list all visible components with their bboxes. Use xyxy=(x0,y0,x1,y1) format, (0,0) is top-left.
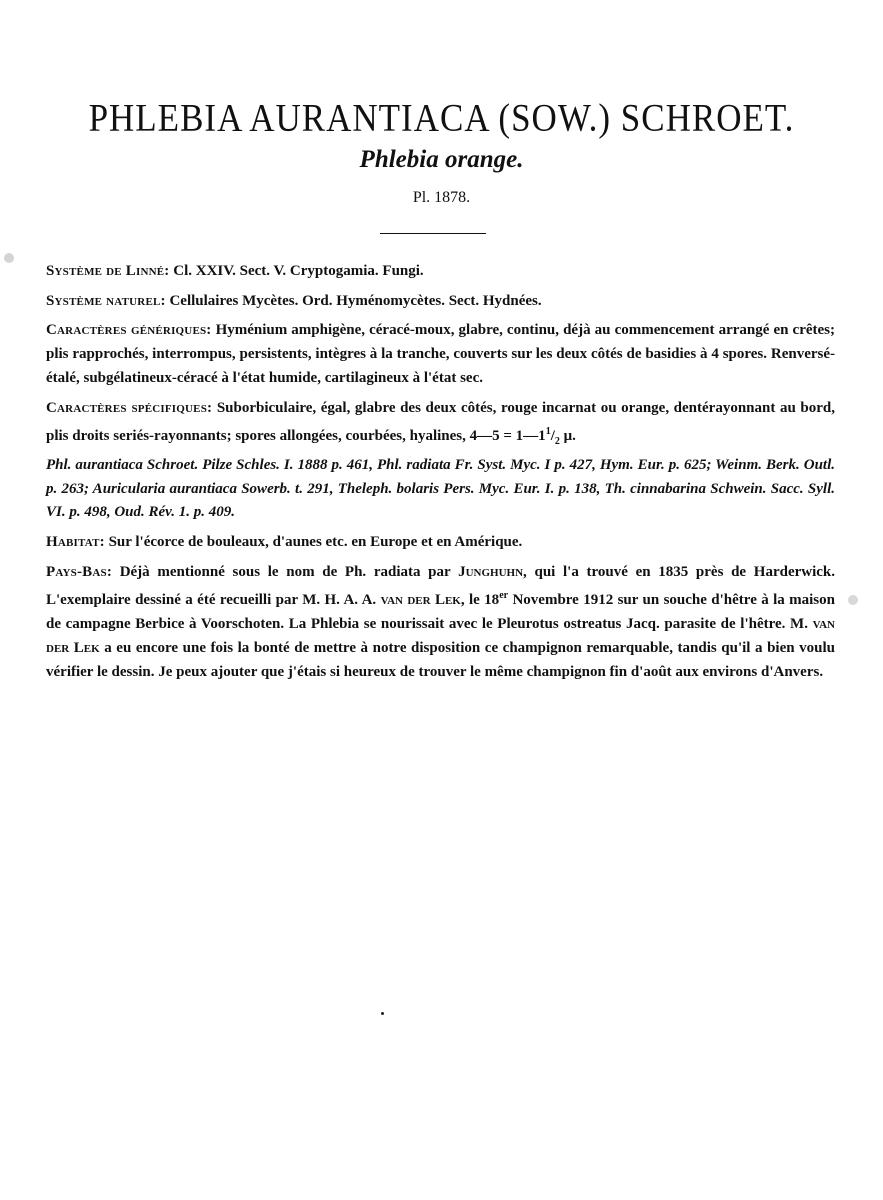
pays-bas-text-3: , le 18 xyxy=(460,592,500,609)
generic-characters-text: Hyménium amphigène, céracé-moux, glabre, continu, déjà au commencement arrangé en crêtes; plis rapprochés, interrompus, persistents, intègres à la tranche, couverts sur les deux côtés de basidies à 4 spores. Renversé-étalé, subgélatineux-céracé à l'état humide, cartilagineux à l'état sec. xyxy=(46,322,835,386)
generic-characters-label: Caractères génériques: xyxy=(46,322,212,339)
habitat-paragraph xyxy=(46,531,835,555)
paper-blemish-left xyxy=(4,253,14,263)
plate-number: Pl. 1878. xyxy=(412,189,471,206)
pays-bas-label: Pays-Bas: xyxy=(46,563,113,580)
linne-system-label: Système de Linné: xyxy=(46,263,170,279)
fraction-denominator: 2 xyxy=(554,436,560,448)
collector-name-van-der-lek-2: van der Lek xyxy=(46,616,835,656)
pays-bas-text-5: a eu encore une fois la bonté de mettre à notre disposition ce champignon remarquable, tandis qu'il a bien voulu vérifier le dessin. Je peux ajouter que j'étais si heureux de trouver le même champignon fin d'août aux environs d'Anvers. xyxy=(46,639,835,680)
paper-blemish-right xyxy=(848,595,858,605)
pays-bas-paragraph xyxy=(46,561,835,685)
natural-system-label: Système naturel: xyxy=(46,292,166,309)
natural-system-text: Cellulaires Mycètes. Ord. Hyménomycètes. Sect. Hydnées. xyxy=(165,292,542,309)
ink-speck xyxy=(381,1012,384,1015)
references-paragraph: Phl. aurantiaca Schroet. Pilze Schles. I. 1888 p. 461, Phl. radiata Fr. Syst. Myc. I p. 427, Hym. Eur. p. 625; Weinm. Berk. Outl. p. 263; Auricularia aurantiaca Sowerb. t. 291, Theleph. bolaris Pers. Myc. Eur. I. p. 138, Th. cinnabarina Schwein. Sacc. Syll. VI. p. 498, Oud. Rév. 1. p. 409. xyxy=(46,456,835,521)
natural-system-paragraph xyxy=(46,290,835,314)
linne-system-paragraph xyxy=(46,260,835,284)
species-title: PHLEBIA AURANTIACA (SOW.) SCHROET. xyxy=(88,95,795,140)
collector-name-junghuhn: Junghuhn xyxy=(458,563,524,580)
unit-mu: μ. xyxy=(559,428,576,445)
pays-bas-text-4: Novembre 1912 sur un souche d'hêtre à la maison de campagne Berbice à Voorschoten. La Phlebia se nourissait avec le Pleurotus ostreatus Jacq. parasite de l'hêtre. M. xyxy=(46,592,835,633)
specific-characters-text: Suborbiculaire, égal, glabre des deux côtés, rouge incarnat ou orange, dentérayonnant au bord, plis droits seriés-rayonnants; spores allongées, courbées, hyalines, 4—5 = 1—1 xyxy=(46,399,835,445)
generic-characters-paragraph xyxy=(46,319,835,390)
pays-bas-text-2: , qui l'a trouvé en 1835 près de Harderwick. L'exemplaire dessiné a été recueilli par M. H. A. A. xyxy=(46,563,836,609)
fraction-numerator: 1 xyxy=(545,426,551,438)
ordinal-superscript: er xyxy=(499,590,509,602)
habitat-label: Habitat: xyxy=(46,534,105,551)
title-divider xyxy=(380,233,486,234)
specific-characters-label: Caractères spécifiques: xyxy=(46,399,213,416)
linne-system-text: Cl. XXIV. Sect. V. Cryptogamia. Fungi. xyxy=(169,263,424,279)
habitat-text: Sur l'écorce de bouleaux, d'aunes etc. en Europe et en Amérique. xyxy=(104,534,523,551)
specific-characters-paragraph: Caractères spécifiques: Suborbiculaire, égal, glabre des deux côtés, rouge incarnat ou orange, dentérayonnant au bord, plis droits seriés-rayonnants; spores allongées, courbées, hyalines, 4—5 = $1—1^1/_2$ μ. xyxy=(46,399,835,448)
pays-bas-text-1: Déjà mentionné sous le nom de Ph. radiata par xyxy=(112,563,459,580)
common-name-subtitle: Phlebia orange. xyxy=(359,146,524,173)
collector-name-van-der-lek: van der Lek xyxy=(380,592,461,609)
description-body xyxy=(46,260,835,690)
